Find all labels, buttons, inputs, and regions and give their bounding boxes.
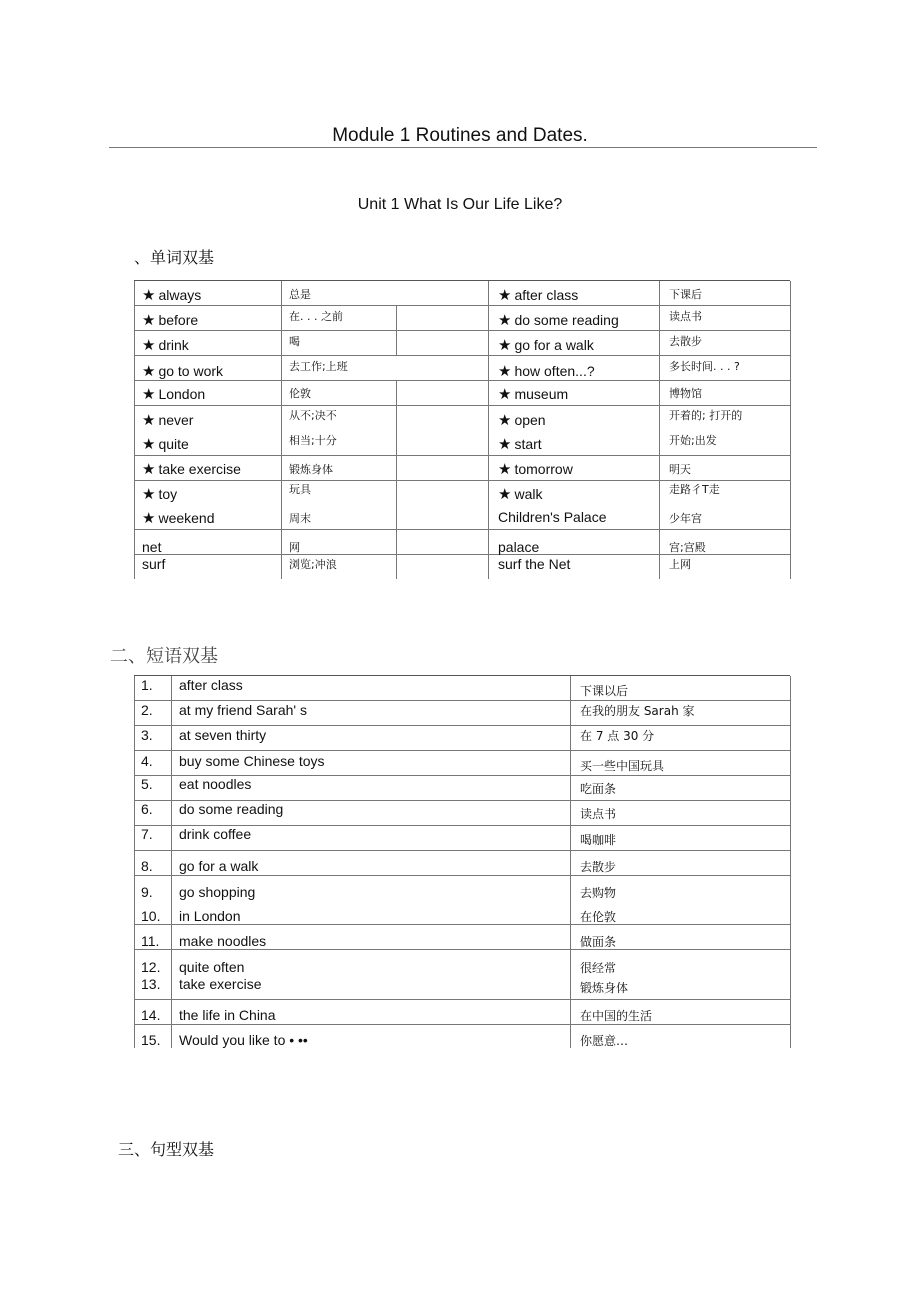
phrase-english: in London <box>179 908 241 924</box>
phrase-english: drink coffee <box>179 826 252 842</box>
table-row-divider <box>134 924 790 925</box>
star-icon: ★ <box>142 337 156 354</box>
vocab-word-text: museum <box>514 386 569 402</box>
vocab-word <box>142 485 177 503</box>
vocab-word <box>142 362 223 380</box>
star-icon: ★ <box>498 287 512 304</box>
vocab-word-text: surf the Net <box>498 556 571 572</box>
phrase-chinese: 去购物 <box>580 886 617 900</box>
phrase-english: after class <box>179 677 243 693</box>
phrase-english: quite often <box>179 959 245 975</box>
vocab-meaning: 上网 <box>669 558 691 571</box>
star-icon: ★ <box>142 287 156 304</box>
vocab-word-text: always <box>158 287 202 303</box>
phrase-number: 2. <box>141 702 153 718</box>
phrase-chinese: 锻炼身体 <box>580 981 629 995</box>
vocab-word <box>142 539 161 555</box>
vocab-word-text: weekend <box>158 510 215 526</box>
vocab-meaning: 从不;决不 <box>289 409 337 422</box>
phrase-table <box>134 675 790 1048</box>
table-column-divider <box>570 676 571 1048</box>
phrase-number: 7. <box>141 826 153 842</box>
phrase-chinese: 下课以后 <box>580 684 629 698</box>
table-row-divider <box>134 700 790 701</box>
vocab-word <box>142 411 193 429</box>
phrase-english: do some reading <box>179 801 284 817</box>
vocab-word <box>498 556 570 572</box>
phrase-english: eat noodles <box>179 776 252 792</box>
star-icon: ★ <box>498 386 512 403</box>
star-icon: ★ <box>142 412 156 429</box>
table-row-divider <box>134 305 790 306</box>
phrase-chinese: 在伦敦 <box>580 910 617 924</box>
star-icon: ★ <box>142 312 156 329</box>
vocab-word-text: walk <box>514 486 543 502</box>
phrase-number: 14. <box>141 1007 161 1023</box>
vocab-word <box>498 509 607 525</box>
vocab-word <box>498 539 539 555</box>
vocab-word <box>498 485 542 503</box>
vocab-word-text: take exercise <box>158 461 241 477</box>
vocab-word <box>498 435 542 453</box>
vocab-word-text: net <box>142 539 162 555</box>
vocab-word <box>498 336 594 354</box>
table-row-divider <box>134 725 790 726</box>
vocab-meaning: 总是 <box>289 288 311 301</box>
vocab-word-text: quite <box>158 436 189 452</box>
star-icon: ★ <box>498 412 512 429</box>
phrase-chinese: 你愿意… <box>580 1034 629 1048</box>
vocab-word-text: London <box>158 386 206 402</box>
vocab-word-text: tomorrow <box>514 461 573 477</box>
vocab-meaning: 读点书 <box>669 310 702 323</box>
vocab-meaning: 浏览;冲浪 <box>289 558 337 571</box>
star-icon: ★ <box>498 363 512 380</box>
vocab-word-text: before <box>158 312 199 328</box>
page-title: Module 1 Routines and Dates. <box>332 125 588 146</box>
star-icon: ★ <box>142 363 156 380</box>
phrase-chinese: 吃面条 <box>580 782 617 796</box>
phrase-chinese: 在我的朋友 Sarah 家 <box>580 704 695 718</box>
star-icon: ★ <box>498 436 512 453</box>
vocab-meaning: 博物馆 <box>669 387 702 400</box>
section-heading-sentences: 三、句型双基 <box>118 1140 215 1159</box>
vocab-word-text: go to work <box>158 363 224 379</box>
table-column-divider <box>134 281 135 579</box>
phrase-number: 6. <box>141 801 153 817</box>
vocab-word <box>498 460 573 478</box>
phrase-english: at my friend Sarah' s <box>179 702 307 718</box>
table-row-divider <box>134 999 790 1000</box>
vocab-meaning: 玩具 <box>289 483 311 496</box>
vocab-word-text: drink <box>158 337 189 353</box>
table-column-divider <box>488 281 489 579</box>
section-heading-vocabulary: 、单词双基 <box>134 248 215 267</box>
vocab-meaning: 多长时间. . . ? <box>669 360 740 373</box>
vocab-word <box>142 336 189 354</box>
vocab-meaning: 伦敦 <box>289 387 311 400</box>
vocab-meaning: 网 <box>289 541 300 554</box>
vocab-word <box>142 385 205 403</box>
table-column-divider <box>134 676 135 1048</box>
phrase-chinese: 在中国的生活 <box>580 1009 653 1023</box>
phrase-english: Would you like to • •• <box>179 1032 308 1048</box>
star-icon: ★ <box>142 436 156 453</box>
vocab-word-text: open <box>514 412 546 428</box>
vocab-meaning: 明天 <box>669 463 691 476</box>
vocab-word <box>498 286 578 304</box>
vocab-word <box>142 311 198 329</box>
phrase-number: 3. <box>141 727 153 743</box>
phrase-number: 13. <box>141 976 161 992</box>
phrase-english: at seven thirty <box>179 727 267 743</box>
vocabulary-table <box>134 280 790 579</box>
vocab-word <box>498 411 546 429</box>
table-row-divider <box>134 529 790 530</box>
phrase-number: 8. <box>141 858 153 874</box>
phrase-chinese: 在 7 点 30 分 <box>580 729 655 743</box>
table-column-divider <box>171 676 172 1048</box>
vocab-meaning: 下课后 <box>669 288 702 301</box>
vocab-word-text: Children's Palace <box>498 509 607 525</box>
phrase-english: make noodles <box>179 933 267 949</box>
vocab-word-text: never <box>158 412 194 428</box>
table-row-divider <box>134 949 790 950</box>
vocab-meaning: 去工作;上班 <box>289 360 348 373</box>
phrase-chinese: 去散步 <box>580 860 617 874</box>
phrase-number: 11. <box>141 933 160 949</box>
table-row-divider <box>134 1024 790 1025</box>
star-icon: ★ <box>498 486 512 503</box>
phrase-number: 4. <box>141 753 153 769</box>
phrase-number: 10. <box>141 908 161 924</box>
vocab-word <box>498 385 568 403</box>
vocab-meaning: 相当;十分 <box>289 434 337 447</box>
star-icon: ★ <box>498 312 512 329</box>
vocab-meaning: 少年宫 <box>669 512 702 525</box>
star-icon: ★ <box>142 486 156 503</box>
vocab-word-text: go for a walk <box>514 337 594 353</box>
phrase-chinese: 买一些中国玩具 <box>580 759 665 773</box>
phrase-number: 15. <box>141 1032 161 1048</box>
phrase-english: go for a walk <box>179 858 259 874</box>
table-column-divider <box>396 305 397 355</box>
phrase-chinese: 读点书 <box>580 807 617 821</box>
table-column-divider <box>281 281 282 579</box>
vocab-meaning: 锻炼身体 <box>289 463 333 476</box>
table-row-divider <box>134 330 790 331</box>
table-column-divider <box>790 281 791 579</box>
phrase-english: the life in China <box>179 1007 276 1023</box>
table-row-divider <box>134 850 790 851</box>
vocab-word-text: palace <box>498 539 540 555</box>
vocab-word-text: start <box>514 436 542 452</box>
table-row-divider <box>134 750 790 751</box>
table-row-divider <box>134 355 790 356</box>
star-icon: ★ <box>498 461 512 478</box>
table-column-divider <box>659 281 660 579</box>
vocab-meaning: 在. . . 之前 <box>289 310 343 323</box>
section-heading-phrases: 二、短语双基 <box>110 646 218 667</box>
vocab-word <box>142 286 201 304</box>
table-column-divider <box>396 380 397 579</box>
phrase-english: buy some Chinese toys <box>179 753 325 769</box>
phrase-chinese: 很经常 <box>580 961 617 975</box>
vocab-meaning: 开始;出发 <box>669 434 717 447</box>
table-row-divider <box>134 405 790 406</box>
phrase-number: 1. <box>141 677 153 693</box>
phrase-english: take exercise <box>179 976 262 992</box>
vocab-word-text: surf <box>142 556 166 572</box>
star-icon: ★ <box>142 386 156 403</box>
vocab-word <box>142 509 215 527</box>
table-row-divider <box>134 380 790 381</box>
phrase-number: 12. <box>141 959 161 975</box>
phrase-chinese: 做面条 <box>580 935 617 949</box>
vocab-word-text: toy <box>158 486 178 502</box>
phrase-english: go shopping <box>179 884 256 900</box>
unit-title: Unit 1 What Is Our Life Like? <box>357 196 563 213</box>
vocab-meaning: 宫;宫殿 <box>669 541 706 554</box>
vocab-meaning: 周末 <box>289 512 311 525</box>
phrase-number: 5. <box>141 776 153 792</box>
vocab-meaning: 去散步 <box>669 335 702 348</box>
table-column-divider <box>790 676 791 1048</box>
vocab-word-text: after class <box>514 287 579 303</box>
star-icon: ★ <box>498 337 512 354</box>
title-divider <box>109 147 817 148</box>
vocab-word <box>142 460 241 478</box>
phrase-number: 9. <box>141 884 153 900</box>
star-icon: ★ <box>142 510 156 527</box>
table-row-divider <box>134 455 790 456</box>
vocab-word <box>142 556 165 572</box>
vocab-meaning: 走路彳T走 <box>669 483 720 496</box>
vocab-word <box>142 435 189 453</box>
vocab-word-text: do some reading <box>514 312 619 328</box>
vocab-word-text: how often...? <box>514 363 595 379</box>
vocab-meaning: 开着的; 打开的 <box>669 409 743 422</box>
vocab-meaning: 喝 <box>289 335 300 348</box>
table-row-divider <box>134 875 790 876</box>
star-icon: ★ <box>142 461 156 478</box>
phrase-chinese: 喝咖啡 <box>580 833 617 847</box>
vocab-word <box>498 311 619 329</box>
vocab-word <box>498 362 595 380</box>
